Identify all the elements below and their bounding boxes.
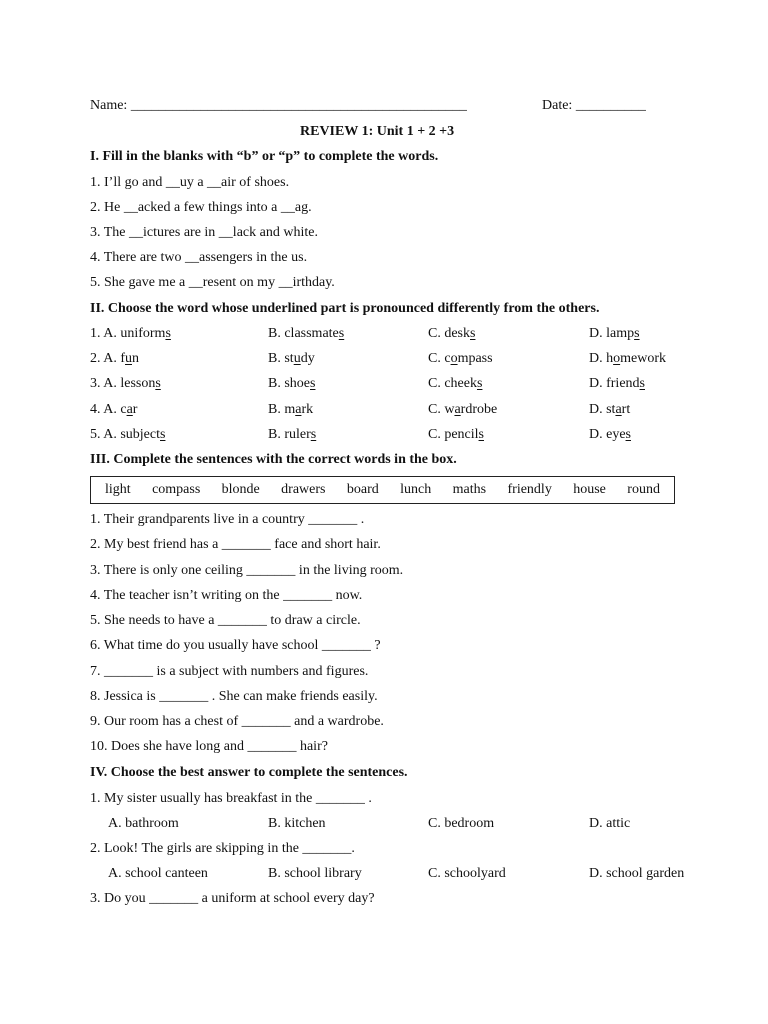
- box-word: board: [346, 482, 379, 497]
- answer-option[interactable]: B. kitchen: [268, 816, 326, 831]
- box-word: round: [627, 482, 660, 497]
- section-3-item: 7. _______ is a subject with numbers and figures.: [90, 664, 369, 679]
- underlined-part: s: [310, 427, 317, 442]
- pronunciation-option[interactable]: C. pencils: [428, 427, 484, 442]
- section-3-item: 6. What time do you usually have school _______ ?: [90, 638, 381, 653]
- section-3-item: 8. Jessica is _______ . She can make friends easily.: [90, 689, 378, 704]
- answer-option[interactable]: C. schoolyard: [428, 866, 506, 881]
- underlined-part: a: [295, 402, 302, 417]
- underlined-part: s: [478, 427, 484, 442]
- date-blank[interactable]: __________: [575, 98, 646, 113]
- underlined-part: o: [613, 351, 621, 366]
- section-4-heading: IV. Choose the best answer to complete the sentences.: [90, 765, 408, 780]
- underlined-part: u: [125, 351, 132, 366]
- section-1-item: 3. The __ictures are in __lack and white.: [90, 225, 318, 240]
- underlined-part: a: [126, 402, 133, 417]
- date-line: [542, 99, 646, 113]
- pronunciation-option[interactable]: 4. A. car: [90, 402, 138, 417]
- section-3-item: 1. Their grandparents live in a country _______ .: [90, 512, 365, 527]
- section-1-heading: I. Fill in the blanks with “b” or “p” to complete the words.: [90, 149, 439, 164]
- pronunciation-option[interactable]: B. rulers: [268, 427, 317, 442]
- pronunciation-option[interactable]: B. mark: [268, 402, 314, 417]
- pronunciation-option[interactable]: B. shoes: [268, 376, 316, 391]
- pronunciation-option[interactable]: 5. A. subjects: [90, 427, 166, 442]
- underlined-part: s: [639, 376, 645, 391]
- pronunciation-option[interactable]: C. cheeks: [428, 376, 483, 391]
- section-4-question: 2. Look! The girls are skipping in the _______.: [90, 841, 355, 856]
- pronunciation-option[interactable]: C. compass: [428, 351, 493, 366]
- underlined-part: s: [470, 326, 476, 341]
- section-1-item: 1. I’ll go and __uy a __air of shoes.: [90, 175, 290, 190]
- pronunciation-option[interactable]: D. lamps: [589, 326, 640, 341]
- answer-option[interactable]: A. bathroom: [108, 816, 179, 831]
- box-word: blonde: [221, 482, 260, 497]
- pronunciation-option[interactable]: B. study: [268, 351, 315, 366]
- underlined-part: s: [165, 326, 171, 341]
- underlined-part: s: [155, 376, 161, 391]
- name-blank[interactable]: ________________________________________________: [130, 98, 467, 113]
- pronunciation-option[interactable]: 3. A. lessons: [90, 376, 161, 391]
- section-3-item: 3. There is only one ceiling _______ in the living room.: [90, 563, 404, 578]
- word-box: [90, 476, 675, 504]
- pronunciation-option[interactable]: C. desks: [428, 326, 476, 341]
- pronunciation-option[interactable]: D. start: [589, 402, 631, 417]
- answer-option[interactable]: D. school garden: [589, 866, 685, 881]
- section-4-question: 3. Do you _______ a uniform at school every day?: [90, 891, 375, 906]
- box-word: house: [573, 482, 606, 497]
- underlined-part: o: [450, 351, 458, 366]
- underlined-part: s: [310, 376, 316, 391]
- section-2-heading: II. Choose the word whose underlined part is pronounced differently from the others.: [90, 301, 600, 316]
- name-line: [90, 99, 467, 113]
- underlined-part: s: [634, 326, 640, 341]
- page-title: REVIEW 1: Unit 1 + 2 +3: [300, 124, 455, 139]
- box-word: friendly: [507, 482, 552, 497]
- pronunciation-option[interactable]: D. friends: [589, 376, 645, 391]
- section-1-item: 2. He __acked a few things into a __ag.: [90, 200, 312, 215]
- answer-option[interactable]: B. school library: [268, 866, 362, 881]
- pronunciation-option[interactable]: D. homework: [589, 351, 667, 366]
- box-word: maths: [452, 482, 487, 497]
- answer-option[interactable]: A. school canteen: [108, 866, 208, 881]
- section-3-item: 10. Does she have long and _______ hair?: [90, 739, 328, 754]
- section-1-item: 4. There are two __assengers in the us.: [90, 250, 308, 265]
- pronunciation-option[interactable]: B. classmates: [268, 326, 345, 341]
- pronunciation-option[interactable]: D. eyes: [589, 427, 631, 442]
- underlined-part: a: [615, 402, 622, 417]
- date-label: Date:: [542, 98, 573, 113]
- section-1-item: 5. She gave me a __resent on my __irthday.: [90, 275, 335, 290]
- box-word: drawers: [281, 482, 326, 497]
- section-3-heading: III. Complete the sentences with the correct words in the box.: [90, 452, 457, 467]
- pronunciation-option[interactable]: 2. A. fun: [90, 351, 139, 366]
- section-3-item: 4. The teacher isn’t writing on the _______ now.: [90, 588, 363, 603]
- pronunciation-option[interactable]: C. wardrobe: [428, 402, 498, 417]
- pronunciation-option[interactable]: 1. A. uniforms: [90, 326, 171, 341]
- box-word: light: [105, 482, 131, 497]
- section-3-item: 9. Our room has a chest of _______ and a wardrobe.: [90, 714, 384, 729]
- underlined-part: u: [293, 351, 301, 366]
- underlined-part: s: [160, 427, 166, 442]
- box-word: compass: [152, 482, 201, 497]
- underlined-part: s: [338, 326, 345, 341]
- underlined-part: s: [476, 376, 483, 391]
- answer-option[interactable]: C. bedroom: [428, 816, 495, 831]
- answer-option[interactable]: D. attic: [589, 816, 631, 831]
- underlined-part: s: [625, 427, 631, 442]
- section-4-question: 1. My sister usually has breakfast in the _______ .: [90, 791, 372, 806]
- section-3-item: 2. My best friend has a _______ face and short hair.: [90, 537, 381, 552]
- box-word: lunch: [400, 482, 432, 497]
- underlined-part: a: [454, 402, 461, 417]
- name-label: Name:: [90, 98, 128, 113]
- section-3-item: 5. She needs to have a _______ to draw a circle.: [90, 613, 361, 628]
